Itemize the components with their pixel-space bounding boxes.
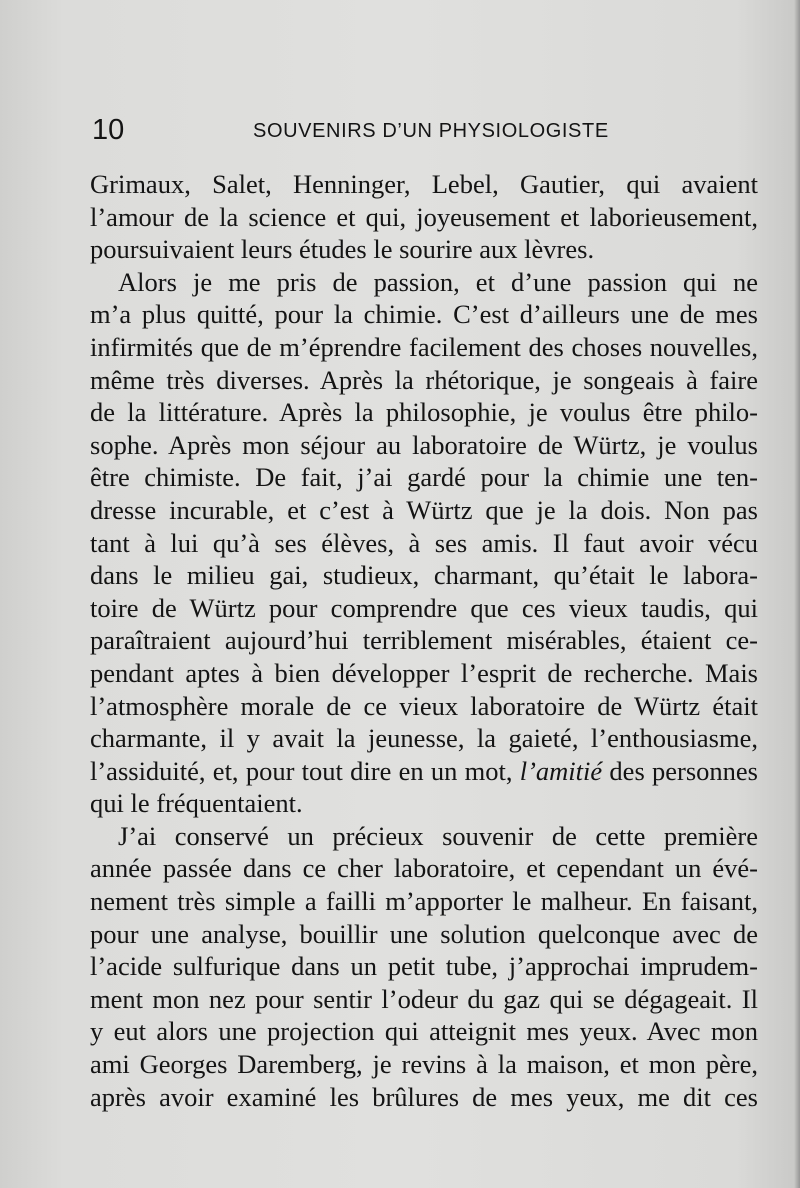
- text-line: Grimaux, Salet, Henninger, Lebel, Gautier, qui avaient: [90, 169, 758, 199]
- text-line: l’atmosphère morale de ce vieux laboratoire de Würtz était: [90, 690, 758, 721]
- text-line: dresse incurable, et c’est à Würtz que je la dois. Non pas: [90, 494, 758, 525]
- text-line: même très diverses. Après la rhétorique, je songeais à faire: [90, 364, 758, 395]
- text-line: y eut alors une projection qui atteignit mes yeux. Avec mon: [90, 1016, 758, 1047]
- text-line: l’acide sulfurique dans un petit tube, j’approchai imprudem-: [90, 951, 758, 982]
- text-segment: l’assiduité, et, pour tout dire en un mot,: [90, 755, 520, 786]
- paragraph-first-line: Alors je me pris de passion, et d’une passion qui ne: [118, 266, 758, 297]
- text-segment: des personnes: [602, 755, 758, 786]
- text-line: dans le milieu gai, studieux, charmant, qu’était le labora-: [90, 560, 758, 591]
- text-line: de la littérature. Après la philosophie, je voulus être philo-: [90, 397, 758, 428]
- text-line: année passée dans ce cher laboratoire, et cependant un évé-: [90, 853, 758, 884]
- text-line: ami Georges Daremberg, je revins à la maison, et mon père,: [90, 1049, 758, 1080]
- text-line: poursuivaient leurs études le sourire aux lèvres.: [90, 234, 595, 265]
- text-line: charmante, il y avait la jeunesse, la gaieté, l’enthousiasme,: [90, 723, 758, 754]
- text-line: toire de Würtz pour comprendre que ces vieux taudis, qui: [90, 592, 758, 623]
- text-line-with-emphasis: [90, 755, 758, 788]
- text-line: infirmités que de m’éprendre facilement des choses nouvelles,: [90, 331, 758, 362]
- emphasized-word: l’amitié: [519, 755, 603, 786]
- page-number: 10: [92, 114, 125, 146]
- text-line: pendant aptes à bien développer l’esprit de recherche. Mais: [90, 657, 758, 688]
- running-head: [92, 112, 760, 148]
- running-title: SOUVENIRS D’UN PHYSIOLOGISTE: [253, 120, 609, 142]
- text-line: être chimiste. De fait, j’ai gardé pour la chimie une ten-: [90, 462, 758, 493]
- text-line: ment mon nez pour sentir l’odeur du gaz qui se dégageait. Il: [90, 983, 758, 1014]
- text-line: qui le fréquentaient.: [90, 788, 303, 819]
- text-line: après avoir examiné les brûlures de mes yeux, me dit ces: [90, 1081, 758, 1112]
- body-text: [90, 168, 758, 1113]
- text-line: m’a plus quitté, pour la chimie. C’est d’ailleurs une de mes: [90, 299, 758, 330]
- text-line: pour une analyse, bouillir une solution quelconque avec de: [90, 918, 758, 949]
- text-line: tant à lui qu’à ses élèves, à ses amis. Il faut avoir vécu: [90, 527, 758, 558]
- text-line: paraîtraient aujourd’hui terriblement misérables, étaient ce-: [90, 625, 758, 656]
- paragraph-first-line: J’ai conservé un précieux souvenir de cette première: [118, 820, 758, 851]
- page-edge-shadow: [794, 0, 800, 1188]
- text-line: l’amour de la science et qui, joyeusement et laborieusement,: [90, 201, 758, 232]
- text-line: nement très simple a failli m’apporter le malheur. En faisant,: [90, 886, 758, 917]
- text-line: sophe. Après mon séjour au laboratoire de Würtz, je voulus: [90, 429, 758, 460]
